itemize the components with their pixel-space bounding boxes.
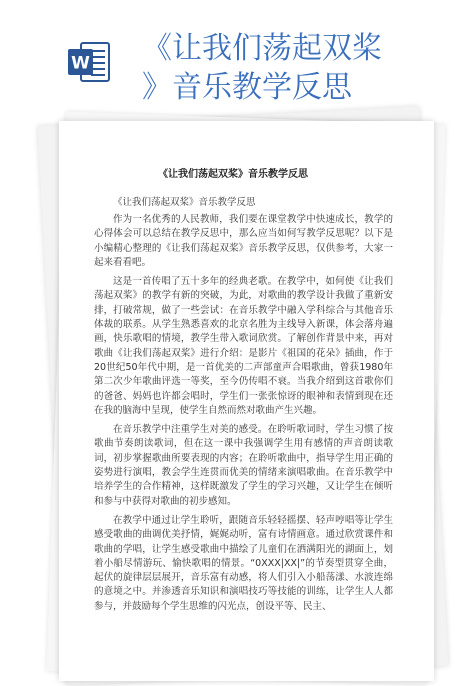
document-title: 《让我们荡起双桨》音乐教学反思 — [158, 169, 308, 180]
banner — [0, 0, 474, 118]
paragraph-2: 这是一首传唱了五十多年的经典老歌。在教学中，如何使《让我们荡起双桨》的教学有新的突破，为此，对歌曲的教学设计我做了重新安排，打破常规，做了一些尝试：在音乐教学中融入学科综合与其他音乐体裁的联系。从学生熟悉喜欢的北京名胜为主线导入新课，体会落舟遍画，快乐歌唱的情境，教学生带入歌词欣赏。了解创作背景中来，再对歌曲《让我们荡起双桨》进行介绍：是影片《祖国的花朵》插曲，作于20世纪50年代中期，是一首优美的二声部童声合唱歌曲，曾获1980年第二次少年歌曲评选一等奖，至今仍传唱不衰。当我介绍到这首歌你们的爸爸、妈妈也许都会唱时，学生们一张张惊讶的眼神和表情到现在还在我的脑海中呈现，使学生自然而然对歌曲产生兴趣。 — [94, 276, 393, 416]
paragraph-3: 在音乐教学中注重学生对美的感受。在聆听歌词时，学生习惯了按歌曲节奏朗读歌词，但在这一课中我强调学生用有感情的声音朗读歌词，初步掌握歌曲所要表现的内容；在聆听歌曲中，指导学生用正确的姿势进行演唱，教会学生连贯而优美的情绪来演唱歌曲。在音乐教学中培养学生的合作精神，这样既激发了学生的学习兴趣，又让学生在倾听和参与中获得对歌曲的初步感知。 — [94, 424, 393, 507]
document-subtitle: 《让我们荡起双桨》音乐教学反思 — [113, 197, 256, 208]
banner-title-line-2: 》音乐教学反思 — [142, 70, 352, 105]
word-document-icon — [67, 40, 111, 84]
word-icon-letter: W — [71, 53, 90, 74]
paragraph-4: 在教学中通过让学生聆听，跟随音乐轻轻摇摆、轻声哼唱等让学生感受歌曲的曲调优美抒情，娓娓动听，富有诗情画意。通过欣赏课件和歌曲的学唱，让学生感受歌曲中描绘了儿童们在洒满阳光的湖面上，划着小船尽情游玩、愉快歌唱的情景。“0XXX|XX|”的节奏型贯穿全曲，起伏的旋律层层展开，音乐富有动感，将人们引入小船荡漾、水波连绵的意境之中。并渗透音乐知识和演唱技巧等技能的训练，让学生人人都参与，并鼓励每个学生思维的闪光点，创设平等、民主、 — [94, 514, 393, 612]
paragraph-1: 作为一名优秀的人民教师，我们要在课堂教学中快速成长，教学的心得体会可以总结在教学反思中，那么应当如何写教学反思呢？以下是小编精心整理的《让我们荡起双桨》音乐教学反思，仅供参考，大家一起来看看吧。 — [94, 214, 393, 268]
banner-title-line-1: 《让我们荡起双桨 — [142, 31, 382, 66]
document-body — [73, 165, 393, 619]
